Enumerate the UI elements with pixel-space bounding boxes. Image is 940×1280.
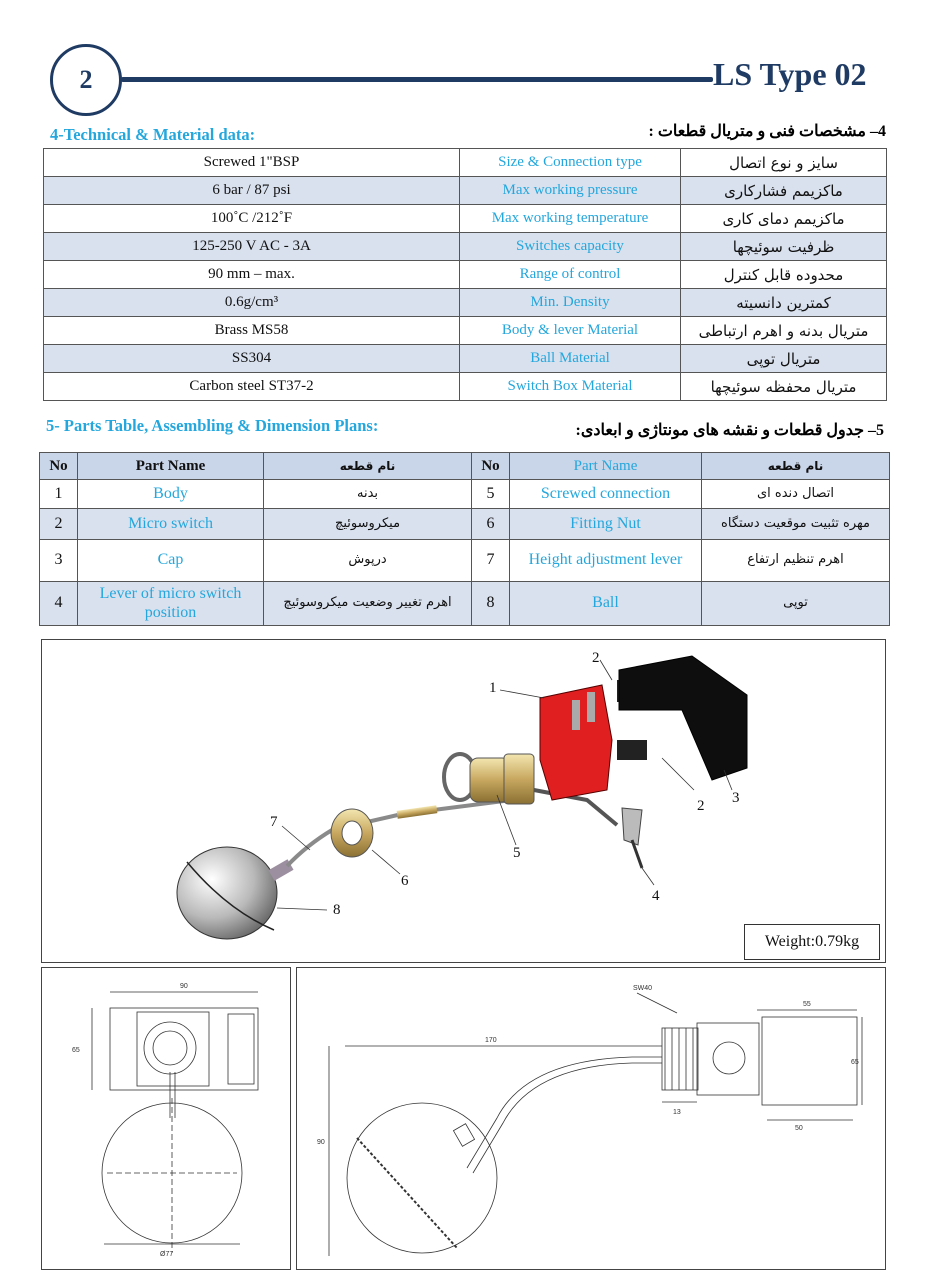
page-number-badge: 2 <box>50 44 122 116</box>
callout-6: 6 <box>401 873 409 889</box>
parts-row <box>40 480 890 509</box>
spec-row <box>44 289 887 317</box>
header-name-fa: نام قطعه <box>264 453 472 480</box>
dim-ball-diameter: Ø77 <box>160 1251 174 1258</box>
part-name-fa: درپوش <box>264 540 472 582</box>
spec-label-en: Body & lever Material <box>460 317 681 345</box>
exploded-assembly-illustration <box>42 640 887 964</box>
spec-row <box>44 149 887 177</box>
callout-7: 7 <box>270 814 278 830</box>
header-name-fa: نام قطعه <box>702 453 890 480</box>
spec-label-fa: ماکزیمم دمای کاری <box>681 205 887 233</box>
dim-body-height: 65 <box>851 1059 859 1066</box>
parts-row <box>40 582 890 626</box>
spec-label-fa: متریال بدنه و اهرم ارتباطی <box>681 317 887 345</box>
dim-control-range: 90 <box>317 1139 325 1146</box>
part-name-en: Height adjustment lever <box>510 540 702 582</box>
section5-title-fa: 5– جدول قطعات و نقشه های مونتاژی و ابعادی: <box>575 422 884 439</box>
spec-label-en: Min. Density <box>460 289 681 317</box>
part-name-fa: میکروسوئیچ <box>264 509 472 540</box>
part-name-fa: بدنه <box>264 480 472 509</box>
part-name-en: Ball <box>510 582 702 626</box>
part-name-en: Cap <box>78 540 264 582</box>
dim-height: 65 <box>72 1047 80 1054</box>
spec-value: Brass MS58 <box>44 317 460 345</box>
micro-switch-lever <box>622 808 642 845</box>
spec-row <box>44 205 887 233</box>
spec-label-fa: محدوده قابل کنترل <box>681 261 887 289</box>
micro-switch <box>617 740 647 760</box>
spec-label-en: Switches capacity <box>460 233 681 261</box>
dim-body-length: 55 <box>803 1001 811 1008</box>
top-view-drawing-frame <box>41 967 291 1270</box>
spec-label-fa: ماکزیمم فشارکاری <box>681 177 887 205</box>
dim-cap-depth: 50 <box>795 1125 803 1132</box>
header-no: No <box>472 453 510 480</box>
parts-row <box>40 540 890 582</box>
spec-label-en: Range of control <box>460 261 681 289</box>
spec-value: 0.6g/cm³ <box>44 289 460 317</box>
part-name-en: Body <box>78 480 264 509</box>
header-part-name: Part Name <box>78 453 264 480</box>
callout-4: 4 <box>652 888 660 904</box>
part-number: 8 <box>472 582 510 626</box>
callout-8: 8 <box>333 902 341 918</box>
spec-value: 6 bar / 87 psi <box>44 177 460 205</box>
dim-thread-length: 13 <box>673 1109 681 1116</box>
part-number: 5 <box>472 480 510 509</box>
part-name-fa: توپی <box>702 582 890 626</box>
part-number: 7 <box>472 540 510 582</box>
part-name-en: Fitting Nut <box>510 509 702 540</box>
height-adjustment-lever <box>287 800 512 866</box>
spec-row <box>44 261 887 289</box>
side-view-drawing <box>297 968 887 1271</box>
spec-label-fa: متریال محفظه سوئیچها <box>681 373 887 401</box>
dim-lever-length: 170 <box>485 1037 497 1044</box>
dim-width: 90 <box>180 983 188 990</box>
part-name-fa: اتصال دنده ای <box>702 480 890 509</box>
spec-label-fa: سایز و نوع اتصال <box>681 149 887 177</box>
top-view-drawing <box>42 968 292 1271</box>
part-name-fa: اهرم تغییر وضعیت میکروسوئیچ <box>264 582 472 626</box>
header-part-name: Part Name <box>510 453 702 480</box>
part-name-en: Micro switch <box>78 509 264 540</box>
spec-row <box>44 233 887 261</box>
callout-2: 2 <box>592 650 600 666</box>
document-title: LS Type 02 <box>713 56 867 92</box>
spec-value: 100˚C /212˚F <box>44 205 460 233</box>
part-name-fa: مهره تثبیت موقعیت دستگاه <box>702 509 890 540</box>
part-name-en: Screwed connection <box>510 480 702 509</box>
section4-title-en: 4-Technical & Material data: <box>50 125 256 144</box>
spec-row <box>44 317 887 345</box>
part-name-fa: اهرم تنظیم ارتفاع <box>702 540 890 582</box>
spec-value: Carbon steel ST37-2 <box>44 373 460 401</box>
spec-label-fa: کمترین دانسیته <box>681 289 887 317</box>
parts-table <box>39 452 890 626</box>
spec-value: Screwed 1"BSP <box>44 149 460 177</box>
callout-3: 3 <box>732 790 740 806</box>
spec-value: SS304 <box>44 345 460 373</box>
side-view-drawing-frame <box>296 967 886 1270</box>
part-number: 1 <box>40 480 78 509</box>
section5-title-en: 5- Parts Table, Assembling & Dimension Plans: <box>46 416 379 435</box>
spec-value: 125-250 V AC - 3A <box>44 233 460 261</box>
callout-2: 2 <box>697 798 705 814</box>
spec-row <box>44 177 887 205</box>
spec-value: 90 mm – max. <box>44 261 460 289</box>
technical-data-table <box>43 148 887 401</box>
spec-label-en: Max working temperature <box>460 205 681 233</box>
spec-label-en: Ball Material <box>460 345 681 373</box>
callout-5: 5 <box>513 845 521 861</box>
spec-label-en: Switch Box Material <box>460 373 681 401</box>
section4-title-fa: 4– مشخصات فنی و متریال قطعات : <box>648 123 886 140</box>
spec-label-fa: ظرفیت سوئیچها <box>681 233 887 261</box>
part-name-en: Lever of micro switch position <box>78 582 264 626</box>
header-rule <box>121 77 713 82</box>
callout-1: 1 <box>489 680 497 696</box>
spec-label-en: Max working pressure <box>460 177 681 205</box>
part-number: 3 <box>40 540 78 582</box>
part-number: 4 <box>40 582 78 626</box>
spec-label-fa: متریال توپی <box>681 345 887 373</box>
parts-row <box>40 509 890 540</box>
part-number: 2 <box>40 509 78 540</box>
dim-wrench-size: SW40 <box>633 985 653 992</box>
spec-row <box>44 373 887 401</box>
weight-label: Weight:0.79kg <box>744 924 880 960</box>
header-no: No <box>40 453 78 480</box>
assembly-drawing-frame <box>41 639 886 963</box>
part-number: 6 <box>472 509 510 540</box>
cap <box>619 656 747 780</box>
spec-label-en: Size & Connection type <box>460 149 681 177</box>
spec-row <box>44 345 887 373</box>
